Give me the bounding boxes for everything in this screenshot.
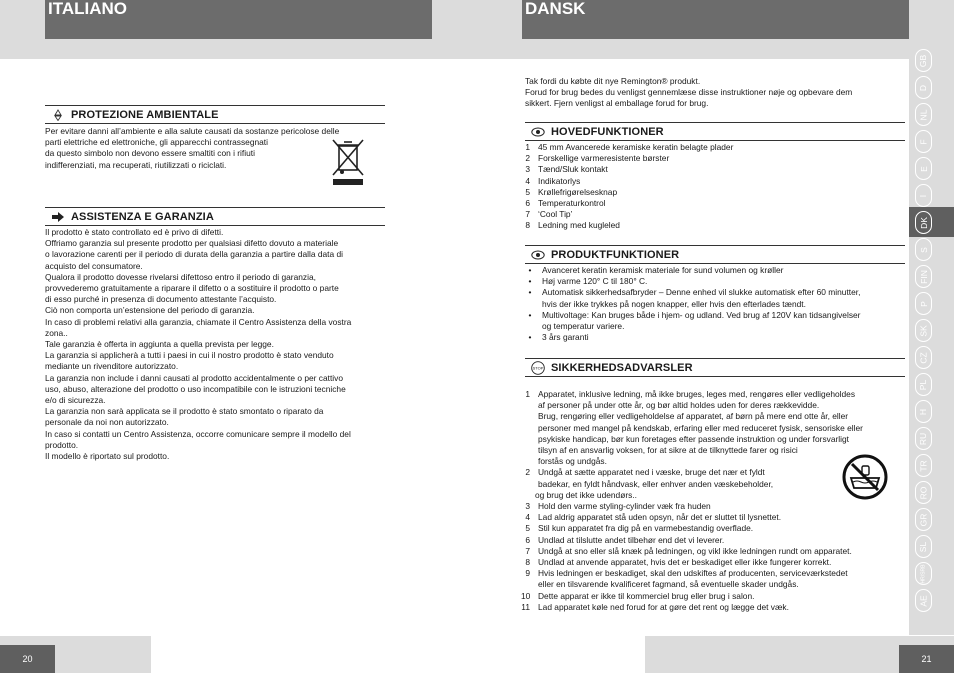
list-item: • Høj varme 120° C til 180° C. — [528, 276, 648, 287]
tab-f[interactable]: F — [915, 130, 932, 153]
list-item: 7 Undgå at sno eller slå knæk på ledningen, og vikl ikke ledningen rundt om apparatet. — [525, 545, 852, 556]
text-line: personale da noi non autorizzato. — [45, 417, 169, 428]
text-line: Tale garanzia è offerta in aggiunta a quella prevista per legge. — [45, 339, 274, 350]
section-heading: ASSISTENZA E GARANZIA — [71, 210, 214, 223]
list-item: 8 Undlad at anvende apparatet, hvis det er beskadiget eller ikke fungerer korrekt. — [525, 557, 832, 568]
text-line: indifferenziati, ma recuperati, riutilizzati o riciclati. — [45, 159, 227, 170]
tab-ru[interactable]: RU — [915, 427, 932, 450]
list-item: • Avanceret keratin keramisk materiale for sund volumen og krøller — [528, 265, 784, 275]
svg-text:STOP: STOP — [532, 365, 544, 371]
tab-e[interactable]: E — [915, 157, 932, 180]
section-heading: PRODUKTFUNKTIONER — [551, 248, 680, 261]
tab-s[interactable]: S — [915, 238, 932, 261]
warranty-text — [45, 227, 390, 462]
no-bathtub-icon — [842, 454, 888, 500]
tab-ro[interactable]: RO — [915, 481, 932, 504]
tab-sk[interactable]: SK — [915, 319, 932, 342]
arrow-right-icon — [45, 212, 71, 222]
tab-hr-srb[interactable]: HR/SRB — [915, 562, 932, 585]
text-line: Per evitare danni all’ambiente e alla salute causati da sostanze pericolose delle — [45, 126, 340, 136]
text-line: La garanzia si applicherà a tutti i paesi in cui il nostro prodotto è stato venduto — [45, 350, 334, 361]
tab-p[interactable]: P — [915, 292, 932, 315]
list-item: • 3 års garanti — [528, 332, 589, 343]
list-item: 10 Dette apparat er ikke til kommerciel brug eller brug i salon. — [521, 590, 755, 601]
weee-bin-icon — [330, 137, 366, 186]
list-item: • Automatisk sikkerhedsafbryder – Denne enhed vil slukke automatisk efter 60 minutter, hvis der ikke trykkes på nogen knapper, eller hvis den efterlades tændt. — [528, 287, 861, 309]
eye-icon — [525, 250, 551, 260]
text-line: Forud for brug bedes du venligst gennemlæse disse instruktioner nøje og opbevare dem — [525, 87, 853, 98]
text-line: Tak fordi du købte dit nye Remington® produkt. — [525, 76, 701, 86]
tab-cz[interactable]: CZ — [915, 346, 932, 369]
text-line: Offriamo garanzia sul presente prodotto per qualsiasi difetto dovuto a materiale — [45, 238, 339, 249]
page-number-right: 21 — [899, 645, 954, 673]
text-line: acquisto del consumatore. — [45, 260, 143, 271]
tab-gb[interactable]: GB — [915, 49, 932, 72]
tab-pl[interactable]: PL — [915, 373, 932, 396]
text-line: e/o di sicurezza. — [45, 395, 106, 406]
list-item: 5 Stil kun apparatet fra dig på en varmebestandig overflade. — [525, 523, 754, 534]
text-line: Il prodotto è stato controllato ed è privo di difetti. — [45, 227, 224, 237]
tab-nl[interactable]: NL — [915, 103, 932, 126]
text-line: da questo simbolo non devono essere smaltiti con i rifiuti — [45, 148, 255, 159]
stop-icon — [525, 361, 551, 375]
section-heading: PROTEZIONE AMBIENTALE — [71, 108, 219, 121]
text-line: Il modello è riportato sul prodotto. — [45, 451, 170, 462]
main-features-list — [521, 142, 901, 232]
list-item: 4 Lad aldrig apparatet stå uden opsyn, når det er sluttet til lysnettet. — [525, 512, 782, 523]
list-item: 1 45 mm Avancerede keramiske keratin belagte plader — [525, 142, 734, 152]
text-line: di esso purché in presenza di documento attestante l’acquisto. — [45, 294, 277, 305]
tab-fin[interactable]: FIN — [915, 265, 932, 288]
section-main-features — [525, 122, 905, 141]
list-item: 6 Temperaturkontrol — [525, 198, 606, 209]
section-heading: HOVEDFUNKTIONER — [551, 125, 664, 138]
text-line: mediante un rivenditore autorizzato. — [45, 361, 179, 372]
text-line: uso, abuso, alterazione del prodotto o uso incompatibile con le istruzioni tecniche — [45, 383, 346, 394]
recycle-icon — [45, 109, 71, 121]
tab-dk[interactable]: DK — [915, 211, 932, 234]
language-tab-strip — [909, 39, 954, 635]
list-item: • Multivoltage: Kan bruges både i hjem- og udland. Ved brug af 120V kan tidsangivelser og temperatur variere. — [528, 309, 861, 332]
list-item: 2 Undgå at sætte apparatet ned i væske, bruge det nær et fyldt badekar, en fyldt håndvask, eller enhver anden væskebeholder, og brug det ikke udendørs.. — [525, 467, 774, 500]
list-item: 6 Undlad at tilslutte andet tilbehør end det vi leverer. — [525, 534, 725, 545]
list-item: 3 Hold den varme styling-cylinder væk fra huden — [525, 501, 711, 512]
product-features-list — [524, 265, 908, 343]
page-title-left: ITALIANO — [45, 0, 432, 39]
list-item: 2 Forskellige varmeresistente børster — [525, 153, 670, 164]
list-item: 3 Tænd/Sluk kontakt — [525, 164, 608, 175]
section-product-features — [525, 245, 905, 264]
tab-gr[interactable]: GR — [915, 508, 932, 531]
list-item: 4 Indikatorlys — [525, 175, 581, 186]
list-item: 1 Apparatet, inklusive ledning, må ikke bruges, leges med, rengøres eller vedligeholdes af personer på under otte år, og bør altid holdes uden for deres rækkevidde. Brug, rengøring eller vedligeholdelse af apparatet, af børn på mere end otte år, eller personer med mangel på kendskab, erfaring eller med reduceret fysisk, sensoriske eller psykiske handicap, bør kun foretages efter passende instruktion og under forsvarligt tilsyn af en ansvarlig voksen, for at sikre at de tilknyttede farer og risici forstås og undgås. — [525, 389, 863, 467]
section-environment — [45, 105, 385, 124]
text-line: La garanzia non sarà applicata se il prodotto è stato smontato o riparato da — [45, 406, 324, 417]
text-line: parti elettriche ed elettroniche, gli apparecchi contrassegnati — [45, 137, 268, 148]
list-item: 8 Ledning med kugleled — [525, 220, 620, 231]
list-item: 5 Krøllefrigørelsesknap — [525, 186, 618, 197]
text-line: sikkert. Fjern venligst al emballage forud for brug. — [525, 98, 709, 109]
tab-h[interactable]: H — [915, 400, 932, 423]
page-title-right: DANSK — [522, 0, 909, 39]
section-warranty — [45, 207, 385, 226]
text-line: Qualora il prodotto dovesse rivelarsi difettoso entro il periodo di garanzia, — [45, 271, 316, 282]
intro-text — [525, 76, 905, 110]
tab-ae[interactable]: AE — [915, 589, 932, 612]
text-line: La garanzia non include i danni causati al prodotto accidentalmente o per cattivo — [45, 372, 343, 383]
text-line: In caso di problemi relativi alla garanzia, chiamate il Centro Assistenza della vostra — [45, 316, 352, 327]
page-number-left: 20 — [0, 645, 55, 673]
eye-icon — [525, 127, 551, 137]
text-line: In caso si contatti un Centro Assistenza, occorre comunicare sempre il modello del — [45, 428, 351, 439]
tab-d[interactable]: D — [915, 76, 932, 99]
tab-tr[interactable]: TR — [915, 454, 932, 477]
list-item: 9 Hvis ledningen er beskadiget, skal den udskiftes af producenten, serviceværkstedet eller en tilsvarende kvalificeret fagmand, så eventuelle skader undgås. — [525, 568, 848, 590]
text-line: prodotto. — [45, 439, 79, 450]
list-item: 7 ‘Cool Tip’ — [525, 209, 573, 220]
safety-list — [521, 389, 905, 613]
tab-sl[interactable]: SL — [915, 535, 932, 558]
section-safety — [525, 358, 905, 377]
section-heading: SIKKERHEDSADVARSLER — [551, 361, 693, 374]
text-line: Ciò non comporta un’estensione del periodo di garanzia. — [45, 305, 255, 316]
text-line: provvederemo gratuitamente a riparare il difetto o a sostituire il prodotto o parte — [45, 283, 339, 294]
list-item: 11 Lad apparatet køle ned forud for at gøre det rent og lægge det væk. — [521, 601, 789, 612]
text-line: zona.. — [45, 327, 68, 338]
text-line: o lavorazione carenti per il periodo di durata della garanzia a partire dalla data di — [45, 249, 343, 260]
tab-i[interactable]: I — [915, 184, 932, 207]
